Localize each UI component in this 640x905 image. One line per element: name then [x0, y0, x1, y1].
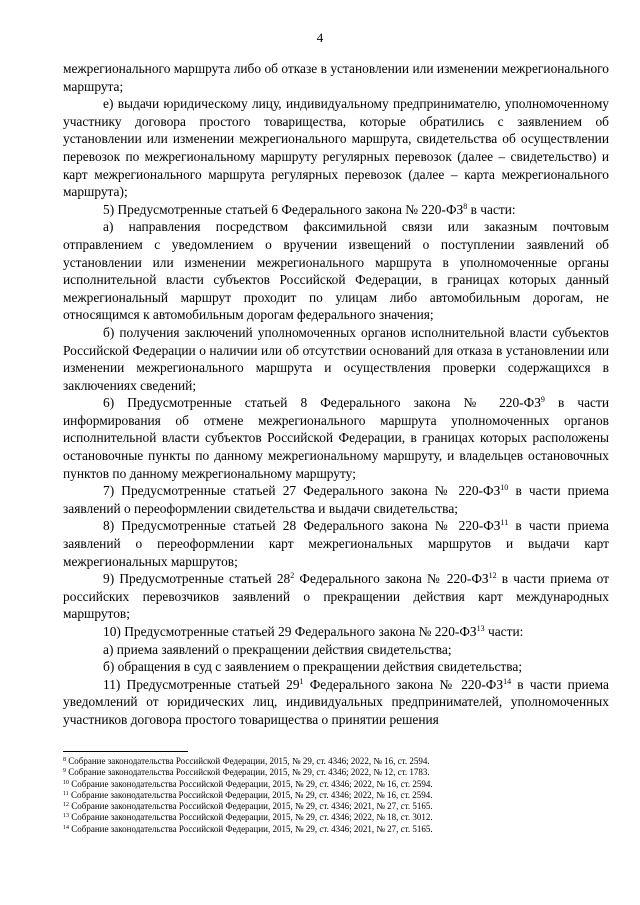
- paragraph-item-10b: б) обращения в суд с заявлением о прекращении действия свидетельства;: [103, 659, 523, 675]
- footnote-number: 11: [63, 790, 69, 797]
- footnote-text: Собрание законодательства Российской Федерации, 2015, № 29, ст. 4346; 2022, № 12, ст. 1783.: [68, 767, 430, 778]
- footnote-number: 10: [63, 779, 69, 786]
- paragraph-item-5b: б) получения заключений уполномоченных органов исполнительной власти субъектов Российской Федерации о наличии или об отсутствии оснований для отказа в установлении или изменении межрегионального маршрута и осуществления проверки содержащихся в заключениях сведений;: [63, 324, 609, 393]
- paragraph-text: 11) Предусмотренные статьей 29: [103, 676, 300, 692]
- footnote: [63, 790, 609, 801]
- paragraph-text: 8) Предусмотренные статьей 28 Федерального закона № 220-ФЗ: [103, 518, 501, 534]
- footnote-text: Собрание законодательства Российской Федерации, 2015, № 29, ст. 4346; 2022, № 18, ст. 3012.: [71, 812, 433, 823]
- paragraph-item-9: [63, 570, 609, 623]
- paragraph-item-5: [63, 201, 609, 219]
- document-body: [63, 60, 609, 729]
- paragraph-text: 9) Предусмотренные статьей 28: [103, 571, 291, 587]
- footnotes: [63, 756, 609, 835]
- paragraph-item-11: [63, 676, 609, 729]
- page-number: 4: [316, 30, 324, 45]
- footnote-text: Собрание законодательства Российской Федерации, 2015, № 29, ст. 4346; 2021, № 27, ст. 5165.: [71, 823, 433, 834]
- paragraph-item-10a: а) приема заявлений о прекращении действия свидетельства;: [103, 641, 452, 657]
- footnote-ref: 8: [463, 201, 468, 211]
- footnote-ref: 9: [540, 395, 545, 405]
- footnote: [63, 756, 609, 767]
- paragraph-text: в части:: [467, 201, 516, 217]
- footnote: [63, 767, 609, 778]
- footnote-text: Собрание законодательства Российской Федерации, 2015, № 29, ст. 4346; 2022, № 16, ст. 2594.: [71, 789, 433, 800]
- footnote-number: 8: [63, 757, 66, 763]
- paragraph-text: в части приема заявлений о переоформлении карт межрегиональных маршрутов и выдачи карт межрегиональных маршрутов;: [63, 518, 609, 569]
- paragraph-text: в части приема уведомлений от юридических лиц, индивидуальных предпринимателей, уполномоченных участников договора простого товарищества о принятии решения: [63, 676, 609, 727]
- footnote-number: 13: [63, 813, 69, 820]
- footnote-ref: 13: [476, 624, 485, 633]
- footnote-number: 14: [63, 824, 69, 831]
- footnote: [63, 812, 609, 823]
- paragraph-text: Федерального закона № 220-ФЗ: [303, 676, 504, 692]
- paragraph-item-8: [63, 517, 609, 570]
- footnote-ref: 10: [500, 483, 509, 493]
- footnote-ref: 14: [503, 676, 512, 686]
- footnote-number: 12: [63, 802, 69, 809]
- paragraph-item-7: [63, 482, 609, 517]
- paragraph-text: 7) Предусмотренные статьей 27 Федерального закона № 220-ФЗ: [103, 483, 501, 499]
- footnote: [63, 801, 609, 812]
- paragraph-text: Федерального закона № 220-ФЗ: [294, 571, 489, 587]
- article-superscript: 1: [299, 676, 304, 686]
- footnote-ref: 12: [488, 571, 497, 581]
- paragraph-text: 6) Предусмотренные статьей 8 Федерального закона № 220-ФЗ: [103, 395, 541, 411]
- paragraph-text: в части информирования об отмене межрегионального маршрута уполномоченных органов исполнительной власти субъектов Российской Федерации, в границах которых расположены остановочные пункты по данному межрегиональному маршруту, и владельцев остановочных пунктов по данному межрегиональному маршруту;: [63, 395, 609, 481]
- paragraph-item-e: е) выдачи юридическому лицу, индивидуальному предпринимателю, уполномоченному участнику договора простого товарищества, которые обратились с заявлением об установлении или изменении межрегионального маршрута, свидетельства об осуществлении перевозок по межрегиональному маршруту регулярных перевозок (далее – свидетельство) и карт межрегионального маршрута регулярных перевозок (далее – карта межрегионального маршрута);: [63, 96, 609, 200]
- paragraph-continuation: межрегионального маршрута либо об отказе в установлении или изменении межрегионального маршрута;: [63, 61, 609, 94]
- footnote-ref: 11: [500, 518, 509, 528]
- article-superscript: 2: [290, 571, 295, 581]
- footnote-text: Собрание законодательства Российской Федерации, 2015, № 29, ст. 4346; 2022, № 16, ст. 2594.: [68, 756, 430, 766]
- paragraph-text: в части приема от российских перевозчиков заявлений о прекращении действия карт международных маршрутов;: [63, 571, 609, 622]
- footnote-text: Собрание законодательства Российской Федерации, 2015, № 29, ст. 4346; 2021, № 27, ст. 5165.: [71, 801, 433, 812]
- paragraph-text: части:: [484, 624, 524, 639]
- footnote-separator: [63, 751, 188, 752]
- footnote-number: 9: [63, 768, 66, 775]
- paragraph-text: в части приема заявлений о переоформлении свидетельства и выдачи свидетельства;: [63, 483, 609, 516]
- paragraph-item-6: [63, 394, 609, 482]
- paragraph-text: 5) Предусмотренные статьей 6 Федерального закона № 220-ФЗ: [103, 201, 464, 217]
- paragraph-text: 10) Предусмотренные статьей 29 Федерального закона № 220-ФЗ: [103, 624, 477, 639]
- paragraph-item-10: [63, 623, 609, 641]
- footnote: [63, 779, 609, 790]
- footnote: [63, 824, 609, 835]
- paragraph-item-5a: а) направления посредством факсимильной связи или заказным почтовым отправлением с уведомлением о вручении извещений о поступлении заявлений об установлении или изменении межрегионального маршрута в уполномоченные органы исполнительной власти субъектов Российской Федерации, в границах которых данный межрегиональный маршрут проходит по улицам либо автомобильным дорогам, не относящимся к автомобильным дорогам федерального значения;: [63, 219, 609, 323]
- footnote-text: Собрание законодательства Российской Федерации, 2015, № 29, ст. 4346; 2022, № 16, ст. 2594.: [71, 778, 433, 789]
